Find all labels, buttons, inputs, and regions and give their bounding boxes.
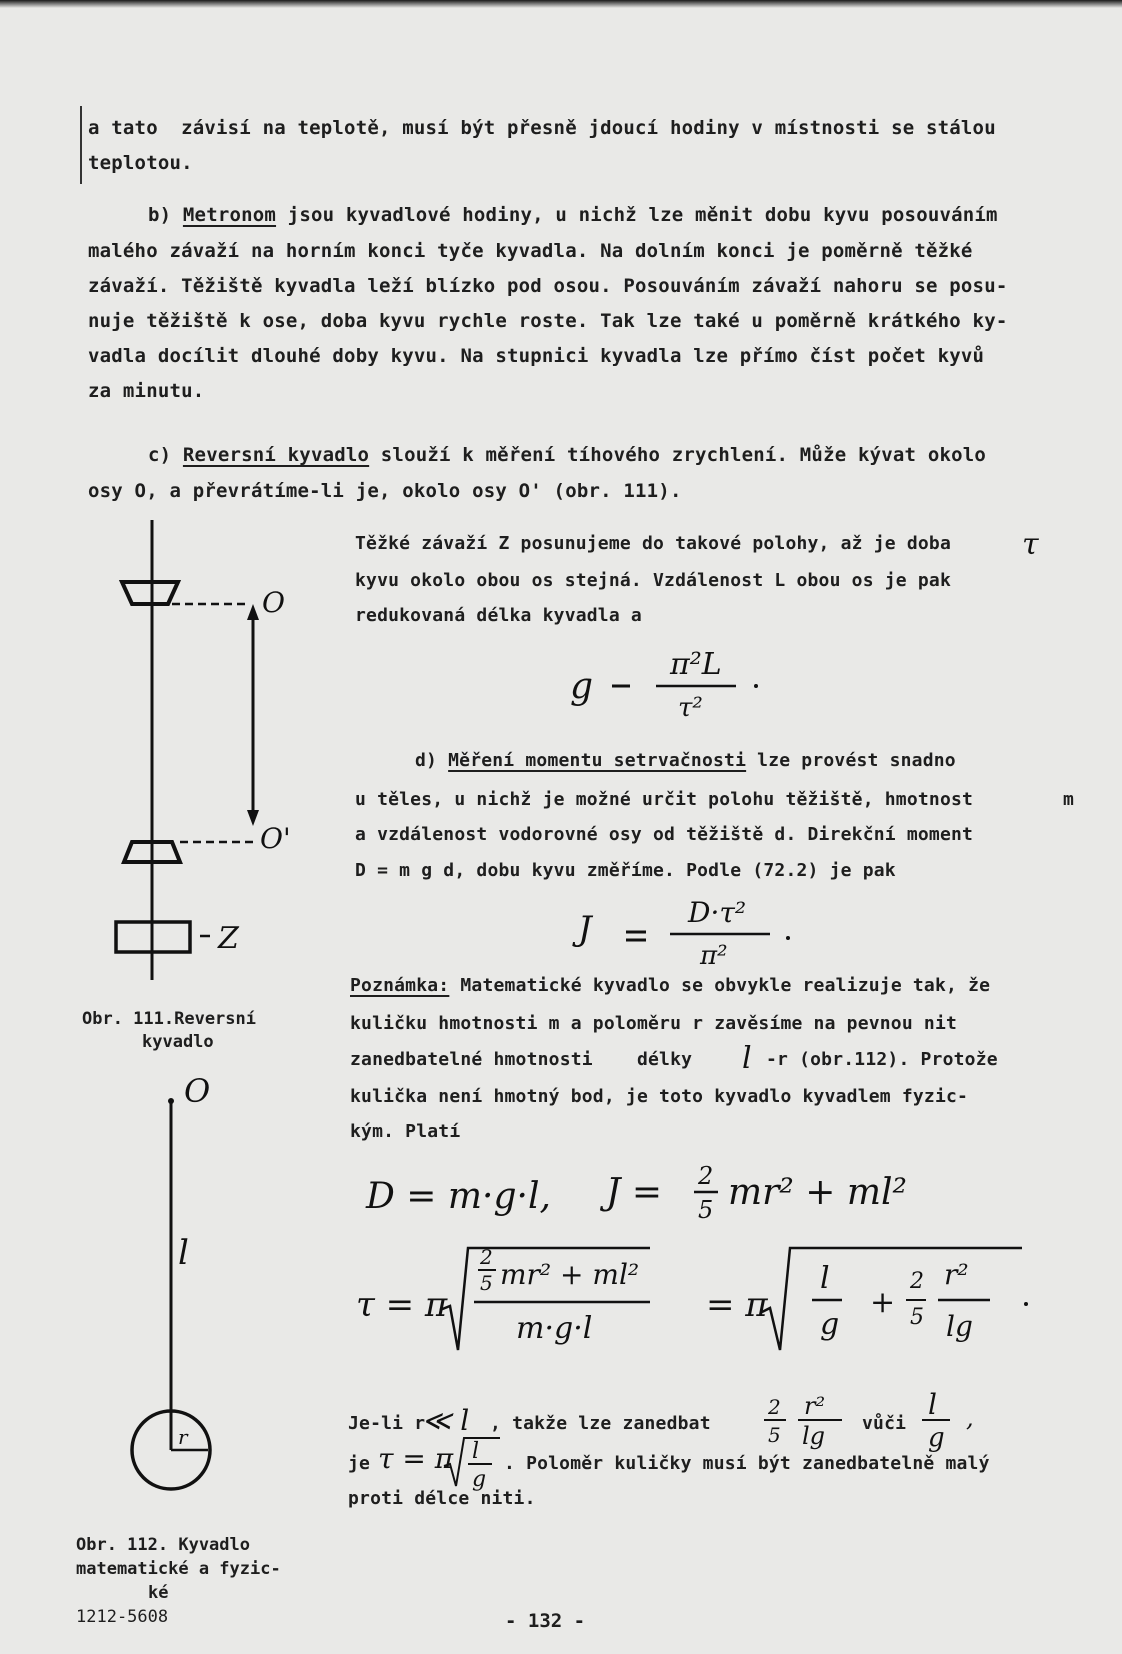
svg-text:lg: lg bbox=[802, 1422, 826, 1450]
figure-112-caption: ké bbox=[148, 1583, 169, 1603]
text-line: a vzdálenost vodorovné osy od těžiště d. Direkční moment bbox=[355, 824, 974, 845]
label-axis-o: O bbox=[262, 586, 285, 619]
label-pivot-o: O bbox=[184, 1072, 211, 1110]
formula-fraction bbox=[762, 1392, 862, 1452]
text-line: kyvu okolo obou os stejná. Vzdálenost L obou os je pak bbox=[355, 570, 951, 591]
text-line: proti délce niti. bbox=[348, 1488, 536, 1509]
svg-text:5: 5 bbox=[480, 1271, 493, 1295]
svg-text:+: + bbox=[870, 1285, 896, 1320]
svg-text:π²: π² bbox=[700, 941, 728, 971]
formula-g bbox=[560, 640, 800, 730]
text-run: je bbox=[348, 1453, 371, 1474]
formula-j bbox=[570, 892, 830, 972]
formula-l-over-g bbox=[916, 1390, 996, 1452]
label-weight-z: Z bbox=[218, 921, 239, 956]
figure-reversible-pendulum bbox=[110, 520, 310, 980]
svg-text:l: l bbox=[742, 1041, 752, 1076]
figure-111-caption: Obr. 111.Reversní bbox=[82, 1009, 256, 1029]
svg-text:5: 5 bbox=[698, 1196, 714, 1224]
svg-text:τ: τ bbox=[1022, 527, 1039, 562]
svg-text:τ = π: τ = π bbox=[378, 1442, 454, 1475]
text-line: kuličku hmotnosti m a poloměru r zavěsíme na pevnou nit bbox=[350, 1013, 958, 1034]
formula-d-j bbox=[360, 1150, 980, 1240]
margin-mark bbox=[80, 106, 82, 184]
scan-edge bbox=[0, 0, 1122, 8]
svg-text:lg: lg bbox=[946, 1310, 973, 1343]
paragraph-c-first-line bbox=[148, 444, 986, 466]
item-marker: b) bbox=[148, 204, 183, 226]
svg-text:m·g·l: m·g·l bbox=[516, 1311, 593, 1346]
svg-text:≪ l: ≪ l bbox=[422, 1404, 470, 1437]
svg-text:g: g bbox=[820, 1307, 840, 1342]
text-line: kým. Platí bbox=[350, 1121, 461, 1142]
label-radius-r: r bbox=[178, 1425, 188, 1449]
svg-text:l: l bbox=[472, 1439, 480, 1464]
text-run: Je-li r bbox=[348, 1413, 426, 1434]
svg-text:2: 2 bbox=[698, 1162, 714, 1190]
term-poznamka: Poznámka: bbox=[350, 975, 450, 996]
svg-text:r²: r² bbox=[804, 1392, 826, 1420]
svg-text:r²: r² bbox=[944, 1258, 969, 1291]
svg-text:g: g bbox=[928, 1423, 945, 1452]
text-line: malého závaží na horním konci tyče kyvadla. Na dolním konci je poměrně těžké bbox=[88, 240, 973, 262]
text-run: vůči bbox=[862, 1413, 907, 1434]
paragraph-b-first-line bbox=[148, 204, 998, 226]
text-line: a tato závisí na teplotě, musí být přesně jdoucí hodiny v místnosti se stálou bbox=[88, 117, 996, 139]
label-length-l: l bbox=[178, 1233, 189, 1273]
text-run: slouží k měření tíhového zrychlení. Může kývat okolo bbox=[369, 444, 987, 466]
text-run: jsou kyvadlové hodiny, u nichž lze měnit dobu kyvu posouváním bbox=[276, 204, 998, 226]
item-marker: c) bbox=[148, 444, 183, 466]
text-line: kulička není hmotný bod, je toto kyvadlo kyvadlem fyzic- bbox=[350, 1086, 969, 1107]
label-axis-o-prime: O' bbox=[260, 822, 291, 855]
svg-text:5: 5 bbox=[910, 1305, 924, 1330]
figure-112-caption: Obr. 112. Kyvadlo bbox=[76, 1535, 250, 1555]
text-run: lze provést snadno bbox=[746, 750, 956, 771]
text-line: Těžké závaží Z posunujeme do takové polohy, až je doba bbox=[355, 533, 951, 554]
term-mereni-momentu: Měření momentu setrvačnosti bbox=[448, 750, 747, 771]
svg-text:τ²: τ² bbox=[678, 693, 703, 723]
formula-tau-short bbox=[376, 1432, 506, 1492]
figure-simple-pendulum bbox=[110, 1060, 290, 1500]
svg-text:g: g bbox=[472, 1467, 487, 1492]
page-number: - 132 - bbox=[505, 1610, 586, 1632]
svg-text:= π: = π bbox=[706, 1285, 768, 1325]
text-line: redukovaná délka kyvadla a bbox=[355, 605, 642, 626]
svg-text:τ = π: τ = π bbox=[356, 1285, 448, 1325]
text-run: -r (obr.112). Protože bbox=[766, 1049, 998, 1070]
svg-text:mr² + ml²: mr² + ml² bbox=[728, 1172, 907, 1213]
note-first-line bbox=[350, 975, 990, 997]
svg-text:D·τ²: D·τ² bbox=[688, 896, 747, 929]
text-line: teplotou. bbox=[88, 152, 193, 174]
svg-text:5: 5 bbox=[768, 1423, 781, 1447]
svg-text:2: 2 bbox=[910, 1269, 924, 1294]
term-metronom: Metronom bbox=[182, 204, 277, 226]
text-line bbox=[350, 1049, 692, 1071]
text-run: . Poloměr kuličky musí být zanedbatelně malý bbox=[504, 1453, 990, 1474]
text-line: za minutu. bbox=[88, 380, 205, 402]
formula-tau-sqrt bbox=[350, 1240, 1030, 1370]
figure-111-caption: kyvadlo bbox=[142, 1032, 214, 1052]
svg-text:2: 2 bbox=[480, 1245, 493, 1269]
formula-tau bbox=[1018, 524, 1058, 564]
svg-text:2: 2 bbox=[768, 1395, 781, 1419]
item-marker: d) bbox=[415, 750, 449, 771]
svg-text:g: g bbox=[570, 666, 594, 707]
text-line: nuje těžiště k ose, doba kyvu rychle roste. Tak lze také u poměrně krátkého ky- bbox=[88, 310, 1008, 332]
paragraph-d-first-line bbox=[415, 750, 956, 772]
figure-112-caption: matematické a fyzic- bbox=[76, 1559, 281, 1579]
svg-text:D = m·g·l,: D = m·g·l, bbox=[366, 1176, 551, 1217]
svg-text:J: J bbox=[578, 909, 592, 949]
svg-text:mr² + ml²: mr² + ml² bbox=[500, 1258, 640, 1291]
text-line: D = m g d, dobu kyvu změříme. Podle (72.2) je pak bbox=[355, 860, 896, 881]
svg-text:,: , bbox=[966, 1404, 974, 1432]
text-line: vadla docílit dlouhé doby kyvu. Na stupnici kyvadla lze přímo číst počet kyvů bbox=[88, 345, 985, 367]
document-code: 1212-5608 bbox=[76, 1607, 169, 1627]
text-line: osy O, a převrátíme-li je, okolo osy O' (obr. 111). bbox=[88, 480, 682, 502]
svg-text:J =: J = bbox=[606, 1172, 663, 1213]
text-line: závaží. Těžiště kyvadla leží blízko pod osou. Posouváním závaží nahoru se posu- bbox=[88, 275, 1008, 297]
text-run: Matematické kyvadlo se obvykle realizuje tak, že bbox=[449, 975, 991, 996]
svg-text:π²L: π²L bbox=[670, 647, 722, 682]
text-run: m bbox=[1063, 789, 1075, 810]
text-run: , takže lze zanedbat bbox=[490, 1413, 711, 1434]
svg-text:l: l bbox=[820, 1261, 830, 1296]
term-reversni-kyvadlo: Reversní kyvadlo bbox=[182, 444, 370, 466]
text-line: u těles, u nichž je možné určit polohu těžiště, hmotnost bbox=[355, 789, 974, 810]
text-run: zanedbatelné hmotnosti délky bbox=[350, 1049, 693, 1070]
svg-text:l: l bbox=[928, 1390, 937, 1421]
upper-knife-edge bbox=[122, 582, 178, 604]
